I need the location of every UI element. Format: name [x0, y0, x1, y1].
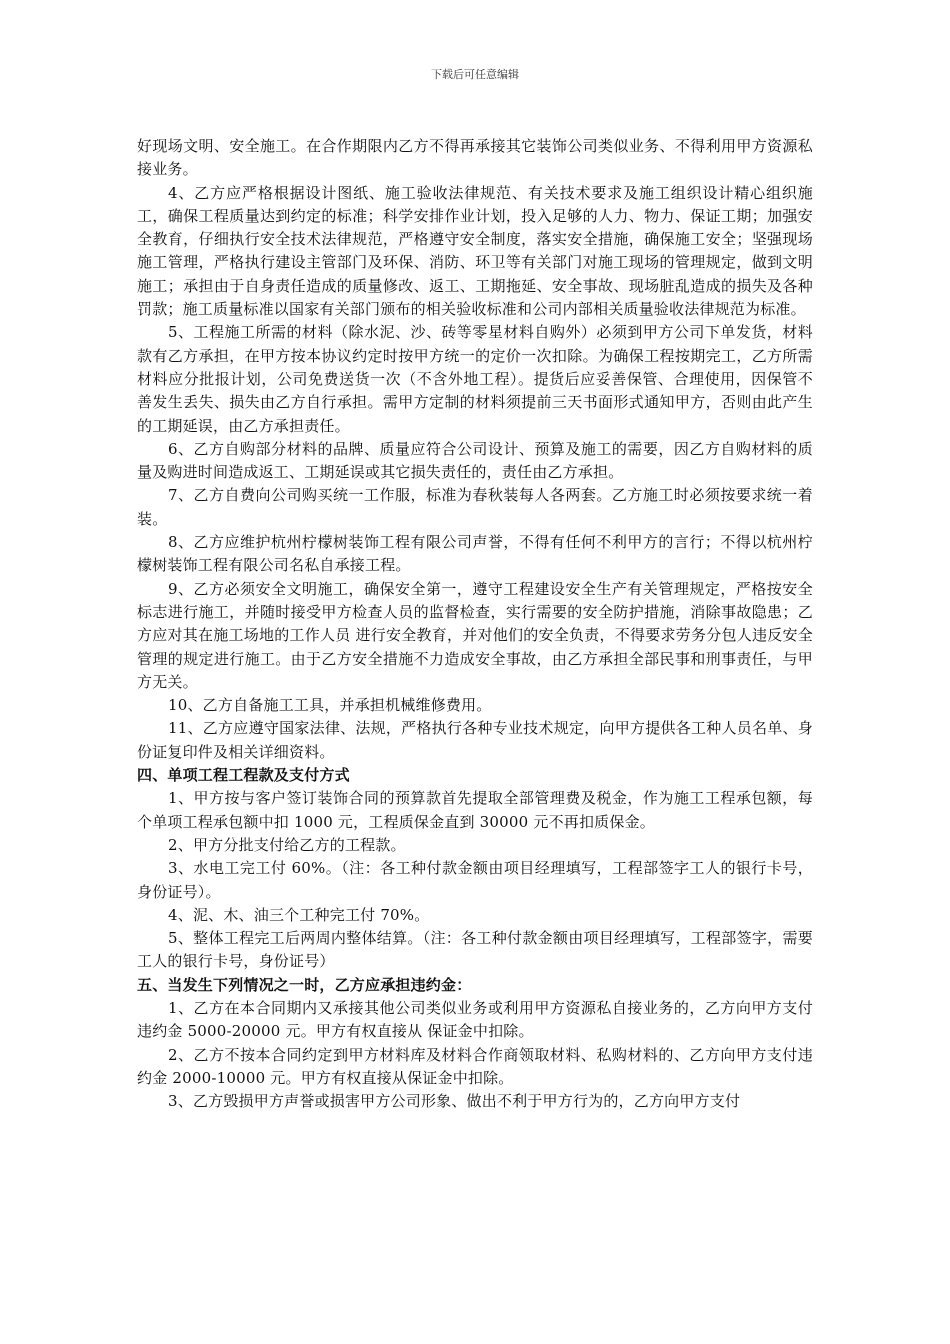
clause-3-item-11: 11、乙方应遵守国家法律、法规，严格执行各种专业技术规定，向甲方提供各工种人员名单、身份证复印件及相关详细资料。: [137, 719, 813, 761]
clause-4-item-4: 4、泥、木、油三个工种完工付 70%。: [168, 905, 430, 924]
section-heading-4: 四、单项工程工程款及支付方式: [137, 766, 350, 785]
clause-3-item-9: 9、乙方必须安全文明施工，确保安全第一，遵守工程建设安全生产有关管理规定，严格按安全标志进行施工，并随时接受甲方检查人员的监督检查，实行需要的安全防护措施，消除事故隐患；乙方应对其在施工场地的工作人员 进行安全教育，并对他们的安全负责，不得要求劳务分包人违反安全管理的规定进行施工。由于乙方安全措施不力造成安全事故，由乙方承担全部民事和刑事责任，与甲方无关。: [137, 579, 813, 691]
clause-5-item-2: 2、乙方不按本合同约定到甲方材料库及材料合作商领取材料、私购材料的、乙方向甲方支付违约金 2000-10000 元。甲方有权直接从保证金中扣除。: [137, 1045, 813, 1087]
clause-4-item-2: 2、甲方分批支付给乙方的工程款。: [168, 835, 406, 854]
clause-5-item-3: 3、乙方毁损甲方声誉或损害甲方公司形象、做出不利于甲方行为的，乙方向甲方支付: [168, 1092, 741, 1111]
clause-4-item-5: 5、整体工程完工后两周内整体结算。（注：各工种付款金额由项目经理填写，工程部签字，需要工人的银行卡号，身份证号）: [137, 929, 813, 971]
clause-4-item-3: 3、水电工完工付 60%。（注：各工种付款金额由项目经理填写，工程部签字工人的银行卡号，身份证号）。: [137, 859, 813, 901]
document-body: [137, 135, 813, 1113]
clause-3-item-6: 6、乙方自购部分材料的品牌、质量应符合公司设计、预算及施工的需要，因乙方自购材料的质量及购进时间造成返工、工期延误或其它损失责任的，责任由乙方承担。: [137, 439, 813, 482]
clause-3-item-7: 7、乙方自费向公司购买统一工作服，标准为春秋装每人各两套。乙方施工时必须按要求统一着装。: [137, 486, 813, 528]
clause-4-item-1: 1、甲方按与客户签订装饰合同的预算款首先提取全部管理费及税金，作为施工工程承包额，每个单项工程承包额中扣 1000 元，工程质保金直到 30000 元不再扣质保金。: [137, 789, 813, 831]
page-header: 下载后可任意编辑: [431, 68, 519, 81]
section-heading-5: 五、当发生下列情况之一时，乙方应承担违约金：: [137, 975, 472, 994]
clause-5-item-1: 1、乙方在本合同期内又承接其他公司类似业务或利用甲方资源私自接业务的，乙方向甲方支付违约金 5000-20000 元。甲方有权直接从 保证金中扣除。: [137, 998, 813, 1041]
clause-3-item-4: 4、乙方应严格根据设计图纸、施工验收法律规范、有关技术要求及施工组织设计精心组织施工，确保工程质量达到约定的标准；科学安排作业计划，投入足够的人力、物力、保证工期；加强安全教育，仔细执行安全技术法律规范，严格遵守安全制度，落实安全措施，确保施工安全；坚强现场施工管理，严格执行建设主管部门及环保、消防、环卫等有关部门对施工现场的管理规定，做到文明施工；承担由于自身责任造成的质量修改、返工、工期拖延、安全事故、现场脏乱造成的损失及各种罚款；施工质量标准以国家有关部门颁布的相关验收标准和公司内部相关质量验收法律规范为标准。: [137, 183, 813, 319]
clause-3-item-8: 8、乙方应维护杭州柠檬树装饰工程有限公司声誉，不得有任何不利甲方的言行；不得以杭州柠檬树装饰工程有限公司名私自承接工程。: [137, 533, 813, 575]
clause-3-item-5: 5、工程施工所需的材料（除水泥、沙、砖等零星材料自购外）必须到甲方公司下单发货，材料款有乙方承担，在甲方按本协议约定时按甲方统一的定价一次扣除。为确保工程按期完工，乙方所需材料应分批报计划，公司免费送货一次（不含外地工程）。提货后应妥善保管、合理使用，因保管不善发生丢失、损失由乙方自行承担。需甲方定制的材料须提前三天书面形式通知甲方，否则由此产生的工期延误，由乙方承担责任。: [137, 323, 813, 435]
clause-3-item-10: 10、乙方自备施工工具，并承担机械维修费用。: [168, 696, 492, 715]
paragraph-continuation: 好现场文明、安全施工。在合作期限内乙方不得再承接其它装饰公司类似业务、不得利用甲方资源私接业务。: [137, 137, 813, 179]
